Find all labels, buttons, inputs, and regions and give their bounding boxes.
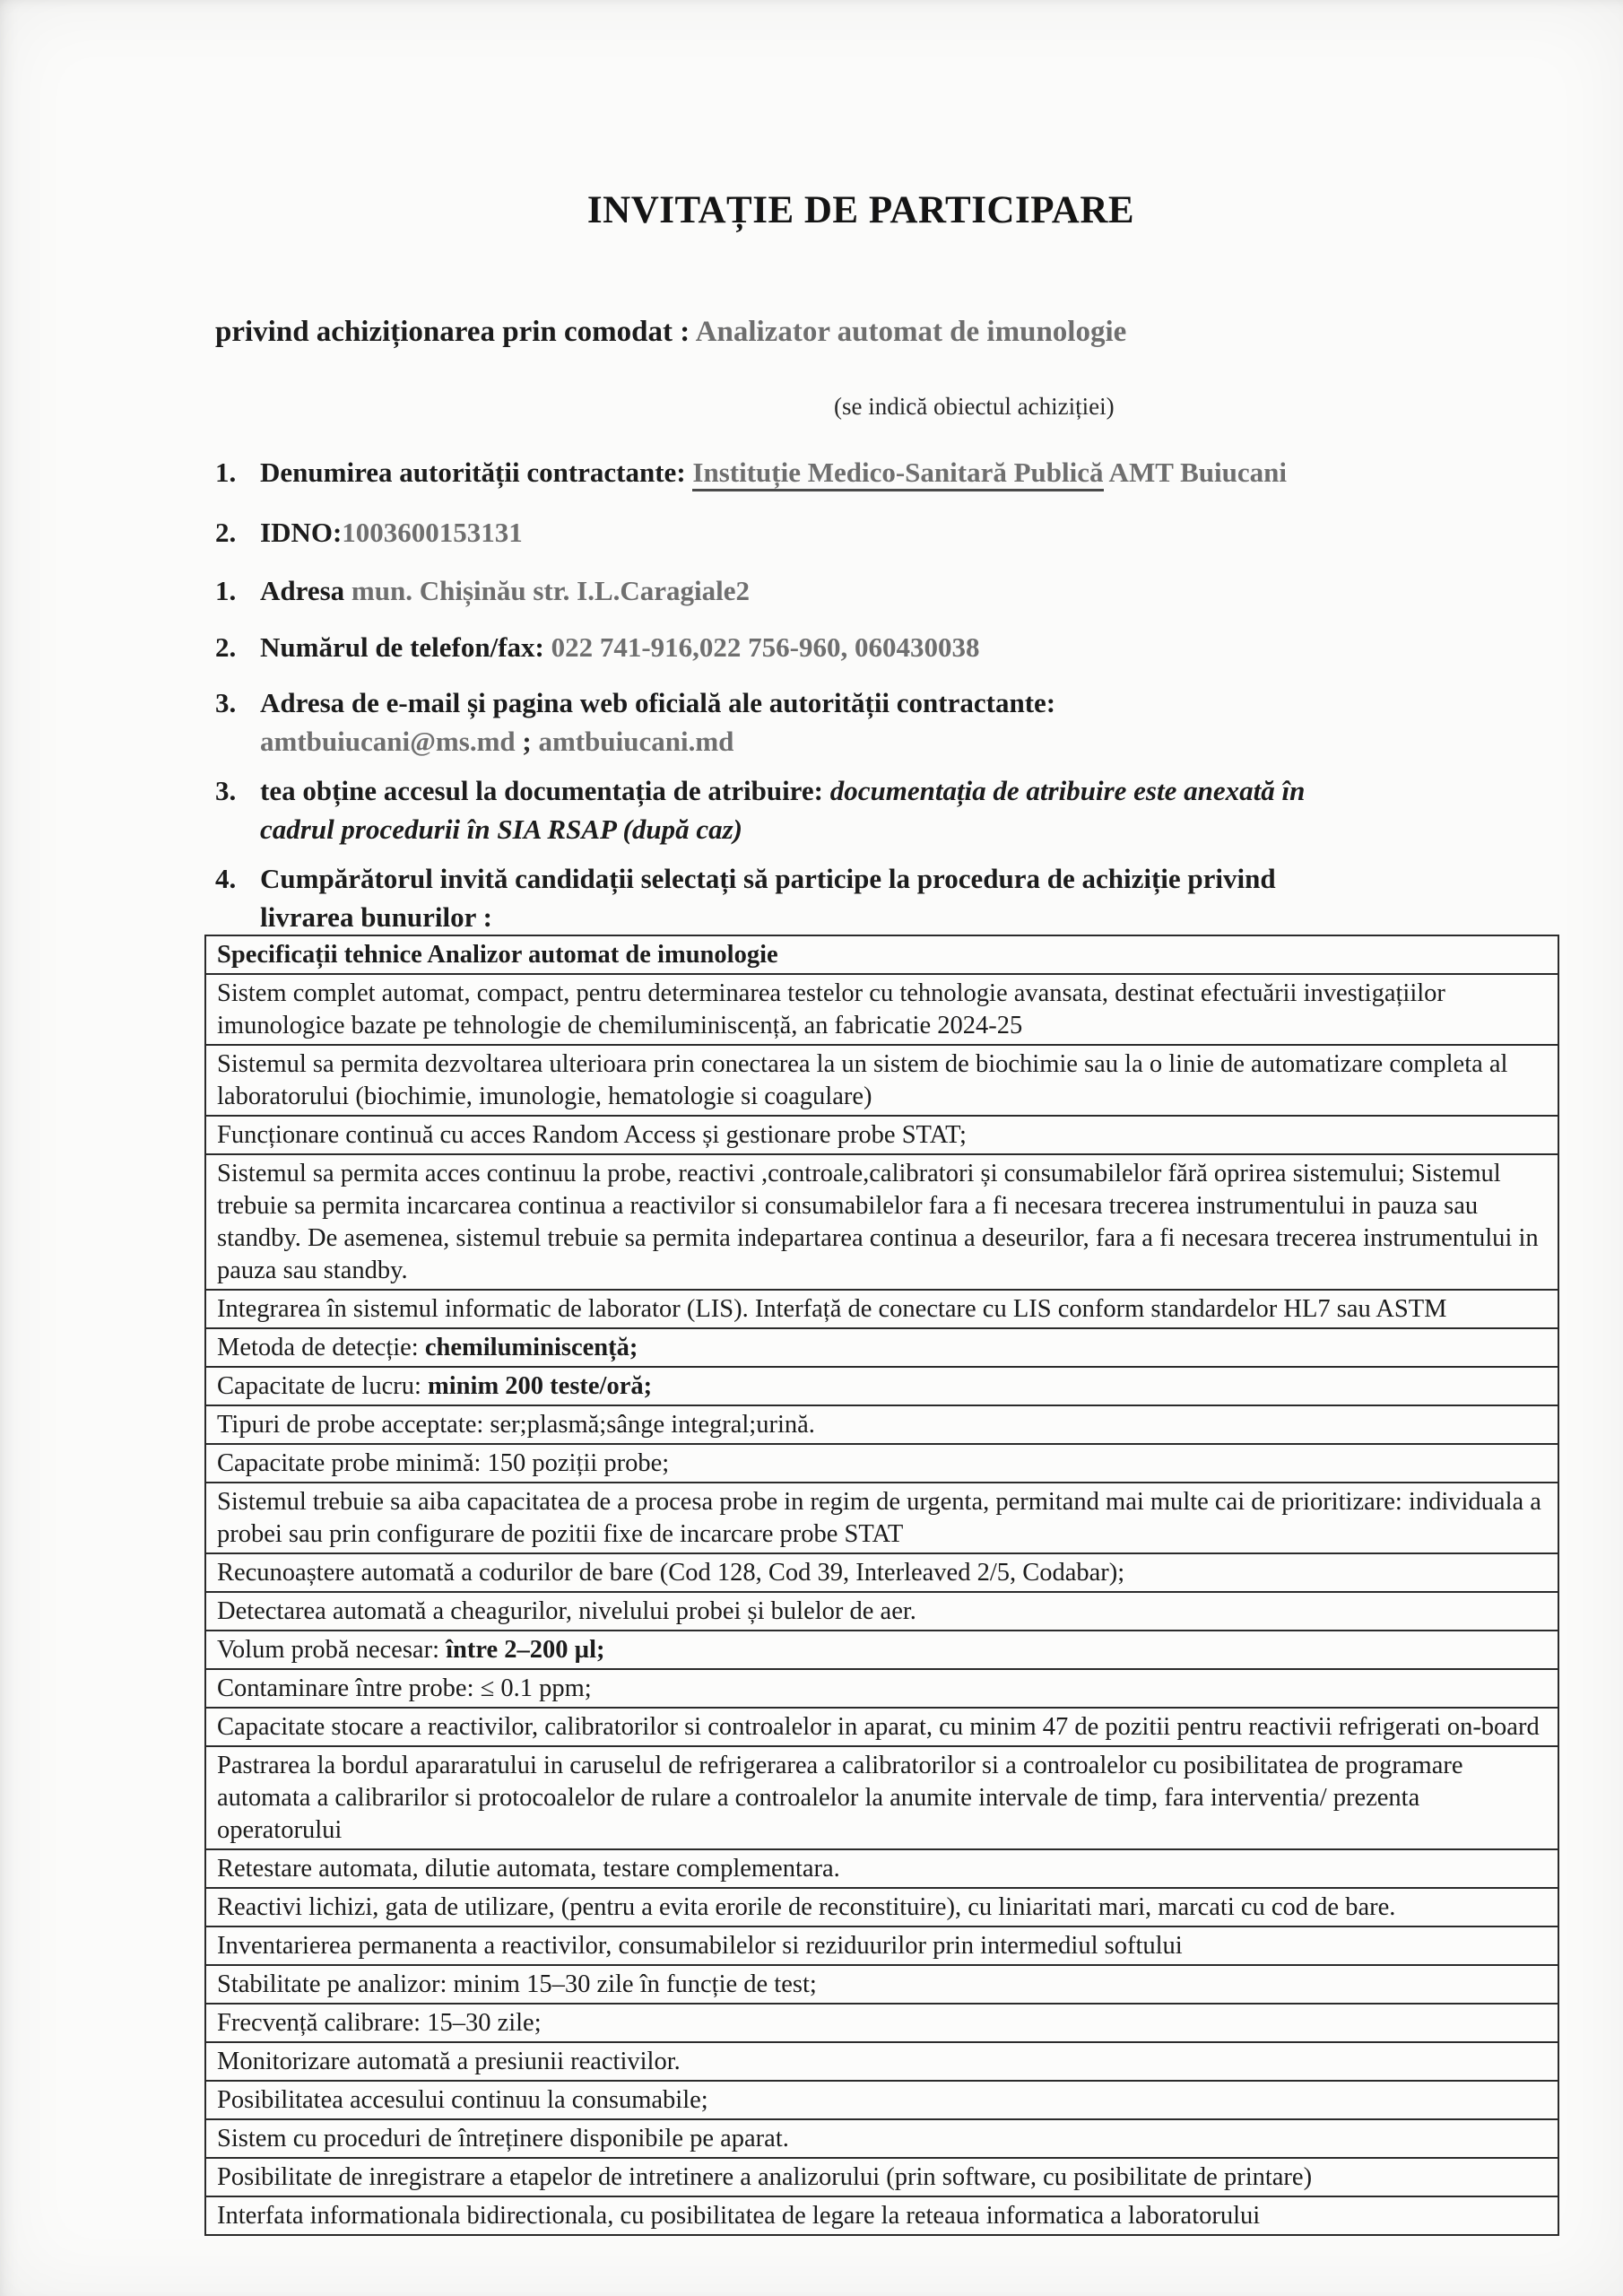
table-row-text: Volum probă necesar: [217,1636,447,1664]
table-row [206,936,1558,975]
list-item-documentation [215,771,1605,848]
table-row [206,1670,1558,1709]
email-separator: ; [515,726,539,757]
table-row [206,1927,1558,1966]
table-row-text: Sistemul trebuie sa aiba capacitatea de a procesa probe in regim de urgenta, permitand mai multe cai de prioritizare: individuala a probei sau prin configurare de pozitii fixe de incarcare probe STAT [217,1488,1541,1548]
table-row [206,1966,1558,2005]
table-row-text: Sistem cu proceduri de întreținere disponibile pe aparat. [217,2125,789,2152]
table-row [206,2082,1558,2120]
subject-value: Analizator automat de imunologie [695,316,1127,348]
table-row [206,1889,1558,1927]
page-title: INVITAȚIE DE PARTICIPARE [586,189,1135,231]
table-row-text: Capacitate probe minimă: 150 poziții probe; [217,1449,670,1477]
table-row-text: Detectarea automată a cheagurilor, nivelului probei și bulelor de aer. [217,1597,916,1625]
table-row [206,1291,1558,1329]
table-row [206,1747,1558,1850]
table-row [206,1155,1558,1291]
table-row [206,2120,1558,2159]
idno-value: 1003600153131 [342,517,523,548]
table-row [206,975,1558,1046]
table-row-text: Capacitate stocare a reactivilor, calibratorilor si controalelor in aparat, cu minim 47 de pozitii pentru reactivii refrigerati on-board [217,1713,1540,1741]
table-row [206,1406,1558,1445]
table-row-text: Retestare automata, dilutie automata, testare complementara. [217,1855,840,1883]
table-row-text: Monitorizare automată a presiunii reactivilor. [217,2048,681,2075]
item-label: Cumpărătorul invită candidații selectați să participe la procedura de achiziție privind [260,863,1276,894]
list-item-authority [215,453,1605,491]
authority-name-rest: AMT Buiucani [1103,457,1287,488]
authority-name: Instituție Medico-Sanitară Publică [692,457,1103,491]
table-row-text: Stabilitate pe analizor: minim 15–30 zile în funcție de test; [217,1970,817,1998]
table-row-text: Specificații tehnice Analizor automat de imunologie [217,941,778,969]
website-address: amtbuiucani.md [538,726,734,757]
table-row-text: Recunoaștere automată a codurilor de bare (Cod 128, Cod 39, Interleaved 2/5, Codabar); [217,1559,1125,1587]
item-number: 3. [215,775,237,806]
email-address: amtbuiucani@ms.md [260,726,516,757]
table-row-text: Sistem complet automat, compact, pentru determinarea testelor cu tehnologie avansata, destinat efectuării investigațiilor imunologice bazate pe tehnologie de chemiluminiscență, an fabricatie 2024-25 [217,979,1445,1039]
table-row-text: chemiluminiscență; [424,1334,638,1361]
table-row [206,1368,1558,1406]
item-label: Adresa [260,575,352,606]
documentation-note-line1: documentația de atribuire este anexată în [829,775,1306,806]
table-row [206,1046,1558,1117]
table-row [206,2197,1558,2234]
address-value: mun. Chișinău str. I.L.Caragiale2 [351,575,751,606]
table-row-text: Capacitate de lucru: [217,1372,429,1400]
table-row [206,1631,1558,1670]
table-row-text: Sistemul sa permita dezvoltarea ulterioara prin conectarea la un sistem de biochimie sau la o linie de automatizare completa al laboratorului (biochimie, imunologie, hematologie si coagulare) [217,1050,1508,1110]
table-row [206,1445,1558,1483]
item-label-line2: livrarea bunurilor : [260,901,492,933]
table-row-text: Sistemul sa permita acces continuu la probe, reactivi ,controale,calibratori și consumabilelor fără oprirea sistemului; Sistemul trebuie sa permita incarcarea continua a reactivilor si consumabilelor fara a fi necesara trecerea instrumentului in pauza sau standby. De asemenea, sistemul trebuie sa permita indepartarea continua a deseurilor, fara a fi necesara trecerea instrumentului in pauza sau standby. [217,1160,1539,1284]
table-row-text: Frecvență calibrare: 15–30 zile; [217,2009,542,2037]
table-row [206,1117,1558,1155]
item-label: IDNO: [260,517,343,548]
table-row-text: minim 200 teste/oră; [428,1372,653,1400]
item-number: 2. [215,631,237,663]
item-label: tea obține accesul la documentația de atribuire: [260,775,830,806]
subject-line [215,316,1560,349]
spec-table [204,935,1559,2236]
table-row-text: Funcționare continuă cu acces Random Access și gestionare probe STAT; [217,1121,967,1149]
item-label: Numărul de telefon/fax: [260,631,551,663]
table-row [206,1329,1558,1368]
table-row [206,1593,1558,1631]
table-row [206,2159,1558,2197]
list-item-email [215,683,1605,761]
item-number: 1. [215,575,237,606]
table-row [206,1709,1558,1747]
item-label: Adresa de e-mail și pagina web oficială ale autorității contractante: [260,687,1056,718]
table-row [206,1850,1558,1889]
table-row-text: Contaminare între probe: ≤ 0.1 ppm; [217,1674,592,1702]
table-row-text: Integrarea în sistemul informatic de laborator (LIS). Interfață de conectare cu LIS conform standardelor HL7 sau ASTM [217,1295,1447,1323]
table-row [206,2043,1558,2082]
table-row-text: Reactivi lichizi, gata de utilizare, (pentru a evita erorile de reconstituire), cu liniaritati mari, marcati cu cod de bare. [217,1893,1396,1921]
item-label: Denumirea autorității contractante: [260,457,693,488]
item-number: 1. [215,457,237,488]
list-item-idno [215,513,1605,552]
table-row-text: Metoda de detecție: [217,1334,425,1361]
table-row [206,1554,1558,1593]
email-line [260,722,1605,761]
list-item-address [215,571,1605,610]
list-item-phone [215,628,1605,666]
subject-note: (se indică obiectul achiziției) [834,393,1115,420]
table-row [206,1483,1558,1554]
table-row-text: Posibilitate de inregistrare a etapelor de intretinere a analizorului (prin software, cu posibilitate de printare) [217,2163,1313,2191]
table-row-text: Inventarierea permanenta a reactivilor, consumabilelor si reziduurilor prin intermediul softului [217,1932,1183,1960]
documentation-note-line2: cadrul procedurii în SIA RSAP (după caz) [260,813,743,845]
table-row-text: între 2–200 µl; [446,1636,605,1664]
subject-label: privind achiziționarea prin comodat : [215,316,696,348]
list-item-invitation [215,859,1605,936]
table-row-text: Interfata informationala bidirectionala, cu posibilitatea de legare la reteaua informatica a laboratorului [217,2202,1261,2230]
phone-value: 022 741-916,022 756-960, 060430038 [551,631,980,663]
table-row-text: Tipuri de probe acceptate: ser;plasmă;sânge integral;urină. [217,1411,815,1439]
item-number: 4. [215,863,237,894]
table-row [206,2005,1558,2043]
table-row-text: Pastrarea la bordul apararatului in caruselul de refrigerarea a calibratorilor si a controalelor cu posibilitatea de programare automata a calibrarilor si protocoalelor de rulare a controalelor la anumite intervale de timp, fara interventia/ prezenta operatorului [217,1752,1463,1844]
table-row-text: Posibilitatea accesului continuu la consumabile; [217,2086,708,2114]
item-number: 2. [215,517,237,548]
item-number: 3. [215,687,237,718]
